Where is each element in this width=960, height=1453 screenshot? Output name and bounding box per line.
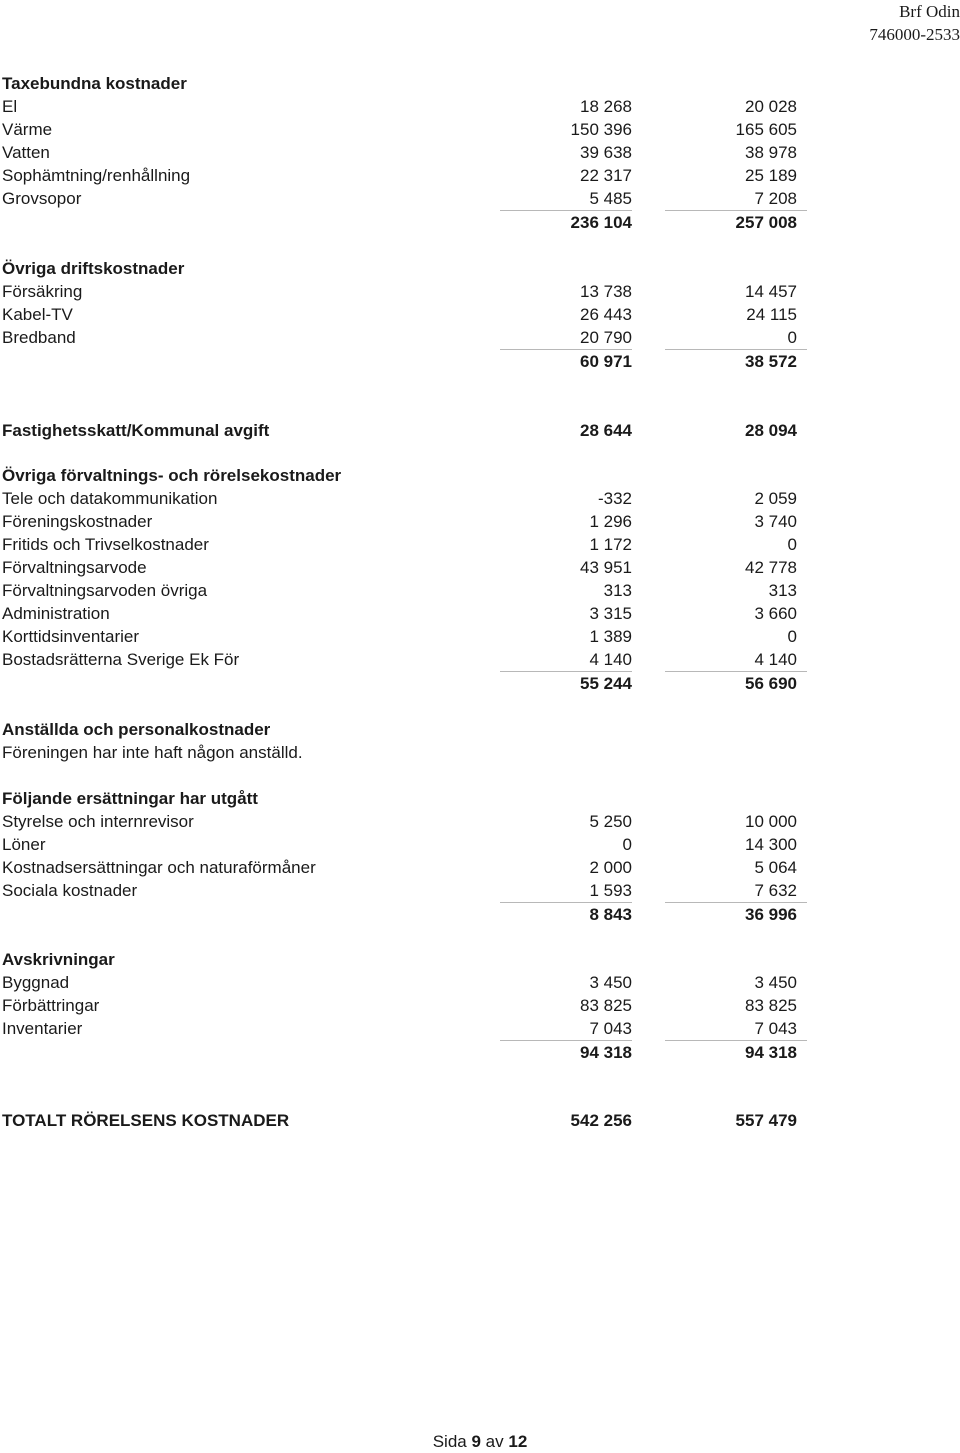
table-row: Försäkring 13 738 14 457 — [2, 282, 797, 301]
table-row: Värme 150 396 165 605 — [2, 120, 797, 139]
table-row: Fritids och Trivselkostnader 1 172 0 — [2, 535, 797, 554]
table-row: Kostnadsersättningar och naturaförmåner 2 000 5 064 — [2, 858, 797, 877]
subtotal-row: 236 104 257 008 — [570, 213, 797, 232]
subtotal-row: 8 843 36 996 — [589, 905, 797, 924]
page-label: Sida — [432, 1432, 467, 1451]
page-total: 12 — [508, 1432, 528, 1451]
section-title-drift: Övriga driftskostnader — [2, 259, 185, 278]
table-row: Inventarier 7 043 7 043 — [2, 1019, 797, 1038]
table-row: Förvaltningsarvode 43 951 42 778 — [2, 558, 797, 577]
table-row: Bostadsrätterna Sverige Ek För 4 140 4 140 — [2, 650, 797, 669]
subtotal-row: 55 244 56 690 — [580, 674, 797, 693]
table-row: Styrelse och internrevisor 5 250 10 000 — [2, 812, 797, 831]
table-row: Förvaltningsarvoden övriga 313 313 — [2, 581, 797, 600]
table-row: Grovsopor 5 485 7 208 — [2, 189, 797, 208]
section-title-ersattningar: Följande ersättningar har utgått — [2, 789, 258, 808]
page-footer — [0, 1430, 960, 1453]
subtotal-row: 94 318 94 318 — [580, 1043, 797, 1062]
table-row: Sociala kostnader 1 593 7 632 — [2, 881, 797, 900]
page-number: 9 — [471, 1432, 481, 1451]
table-row: Sophämtning/renhållning 22 317 25 189 — [2, 166, 797, 185]
section-title-avskrivningar: Avskrivningar — [2, 950, 115, 969]
table-row: Förbättringar 83 825 83 825 — [2, 996, 797, 1015]
section-title-forvaltning: Övriga förvaltnings- och rörelsekostnader — [2, 466, 342, 485]
page-header — [869, 0, 960, 46]
page-separator: av — [485, 1432, 504, 1451]
table-row: Löner 0 14 300 — [2, 835, 797, 854]
table-row: Korttidsinventarier 1 389 0 — [2, 627, 797, 646]
table-row: Kabel-TV 26 443 24 115 — [2, 305, 797, 324]
section-title-taxebundna: Taxebundna kostnader — [2, 74, 187, 93]
section-title-anstallda: Anställda och personalkostnader — [2, 720, 271, 739]
table-row: El 18 268 20 028 — [2, 97, 797, 116]
anstallda-note: Föreningen har inte haft någon anställd. — [2, 743, 303, 762]
subtotal-row: 60 971 38 572 — [580, 352, 797, 371]
table-row: Bredband 20 790 0 — [2, 328, 797, 347]
table-row: Administration 3 315 3 660 — [2, 604, 797, 623]
table-row: Föreningskostnader 1 296 3 740 — [2, 512, 797, 531]
grand-total-row: TOTALT RÖRELSENS KOSTNADER 542 256 557 479 — [2, 1111, 797, 1130]
table-row: Tele och datakommunikation -332 2 059 — [2, 489, 797, 508]
fastighetsskatt-row: Fastighetsskatt/Kommunal avgift 28 644 28 094 — [2, 421, 797, 440]
table-row: Vatten 39 638 38 978 — [2, 143, 797, 162]
org-name: Brf Odin — [899, 2, 960, 21]
org-number: 746000-2533 — [869, 25, 960, 44]
table-row: Byggnad 3 450 3 450 — [2, 973, 797, 992]
